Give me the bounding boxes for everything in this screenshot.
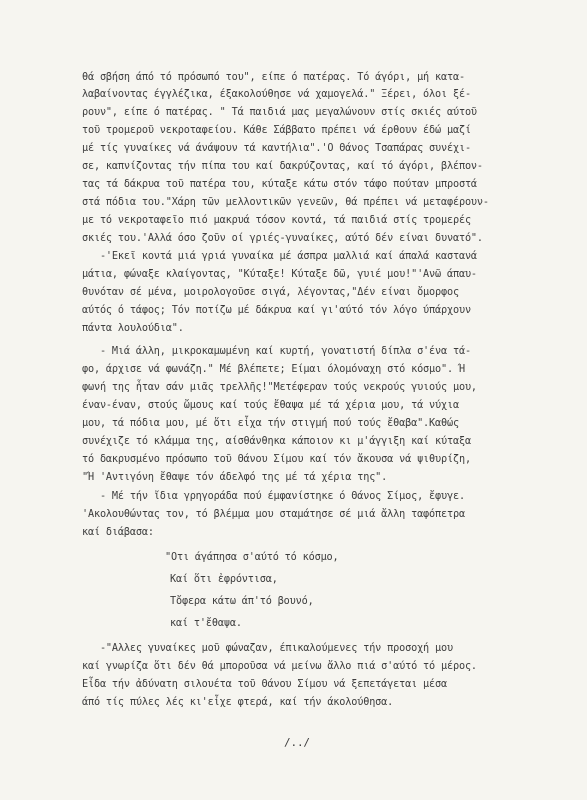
text-line: -"Αλλες γυναίκες μοῦ φώναζαν, έπικαλούμενες τήν προσοχή μου [82, 643, 453, 654]
text-line: μου, τά πόδια μου, μέ ὅτι εἶχα τήν στιγμή πού τούς ἔθαβα".Καθώς [82, 418, 459, 429]
epitaph-line: Τὄφερα κάτω άπ'τό βουνό, [170, 596, 314, 607]
text-line: τας τά δάκρυα τοῦ πατέρα του, κύταξε κάτω στόν τάφο πούταν μπροστά [82, 179, 477, 190]
text-line: τοῦ τρομεροῦ νεκροταφείου. Κάθε Σάββατο πρέπει νά έρθουν έδώ μαζί [82, 125, 471, 136]
text-line: συνέχιζε τό κλάμμα της, αίσθάνθηκα κάποιον κι μ'άγγιξη καί κύταξα [82, 436, 471, 447]
text-line: τό δακρυσμένο πρόσωπο τοῦ Θάνου Σίμου καί τόν ἄκουσα νά ψιθυρίζη, [82, 454, 471, 465]
text-line: λαβαίνοντας έγγλέζικα, έξακολούθησε νά χαμογελά." Ξέρει, όλοι ξέ- [82, 89, 471, 100]
epitaph-line: "Οτι άγάπησα σ'αύτό τό κόσμο, [165, 552, 339, 563]
text-line: έναν-έναν, στούς ὤμους καί τούς ἔθαψα μέ τά χέρια μου, τά νύχια [82, 400, 459, 411]
text-line: - Μιά άλλη, μικροκαμωμένη καί κυρτή, γονατιστή δίπλα σ'ένα τά- [82, 346, 471, 357]
text-line: καί διάβασα: [82, 527, 154, 538]
text-line: θά σβήση άπό τό πρόσωπό του", είπε ό πατέρας. Τό άγόρι, μή κατα- [82, 72, 465, 83]
epitaph-line: καί τ'ἔθαψα. [170, 618, 242, 629]
text-line: άπό τίς πύλες λές κι'εἶχε φτερά, καί τήν άκολούθησα. [82, 697, 394, 708]
text-line: Εἶδα τήν ἀδύνατη σιλουέτα τοῦ Θάνου Σίμου νά ξεπετάγεται μέσα [82, 679, 447, 690]
text-line: σε, καπνίζοντας τήν πίπα του καί δακρύζοντας, καί τό άγόρι, βλέπον- [82, 161, 483, 172]
text-line: - Μέ τήν ἴδια γρηγοράδα πού έμφανίστηκε ό Θάνος Σίμος, ἔφυγε. [82, 491, 465, 502]
text-line: 'Ακολουθώντας τον, τό βλέμμα μου σταμάτησε σέ μιά ἄλλη ταφόπετρα [82, 509, 465, 520]
text-line: μέ τίς γυναίκες νά άνάψουν τά καντήλια".'Ο Θάνος Τσαπάρας συνέχι- [82, 143, 471, 154]
text-line: στά πόδια του."Χάρη τῶν μελλοντικῶν γενεῶν, θά πρέπει νά μεταφέρουν- [82, 197, 489, 208]
text-line: σκιές του.'Αλλά όσο ζοῦν οί γριές-γυναίκες, αύτό δέν είναι δυνατό". [82, 233, 483, 244]
text-line: φο, άρχισε νά φωνάζη." Μέ βλέπετε; Είμαι όλομόναχη στό κόσμο". Ή [82, 364, 465, 375]
text-line: πάντα λουλούδια". [82, 323, 184, 334]
page-number: /../ [284, 736, 310, 749]
text-line: ρουν", είπε ό πατέρας. " Τά παιδιά μας μεγαλώνουν στίς σκιές αύτοῦ [82, 107, 477, 118]
text-line: "Ή 'Αντιγόνη ἔθαψε τόν άδελφό της μέ τά χέρια της". [82, 472, 388, 483]
text-line: αύτός ό τάφος; Τόν ποτίζω μέ δάκρυα καί γι'αύτό τόν λόγο ύπάρχουν [82, 305, 471, 316]
text-line: -'Εκεῖ κοντά μιά γριά γυναίκα μέ άσπρα μαλλιά καί άπαλά καστανά [82, 251, 477, 262]
text-line: φωνή της ἦταν σάν μιᾶς τρελλῆς!"Μετέφεραν τούς νεκρούς γυιούς μου, [82, 382, 477, 393]
epitaph-line: Καί ὅτι ἐφρόντισα, [170, 574, 278, 585]
text-line: θυνόταν σέ μένα, μοιρολογοῦσε σιγά, λέγοντας,"Δέν είναι ὄμορφος [82, 287, 459, 298]
text-line: με τό νεκροταφεῖο πιό μακρυά τόσον κοντά, τά παιδιά στίς τρομερές [82, 215, 471, 226]
text-line: καί γνωρίζα ὅτι δέν θά μποροῦσα νά μείνω ἄλλο πιά σ'αύτό τό μέρος. [82, 661, 477, 672]
text-line: μάτια, φώναξε κλαίγοντας, "Κύταξε! Κύταξε δῶ, γυιέ μου!"'Ανῶ άπαυ- [82, 269, 477, 280]
